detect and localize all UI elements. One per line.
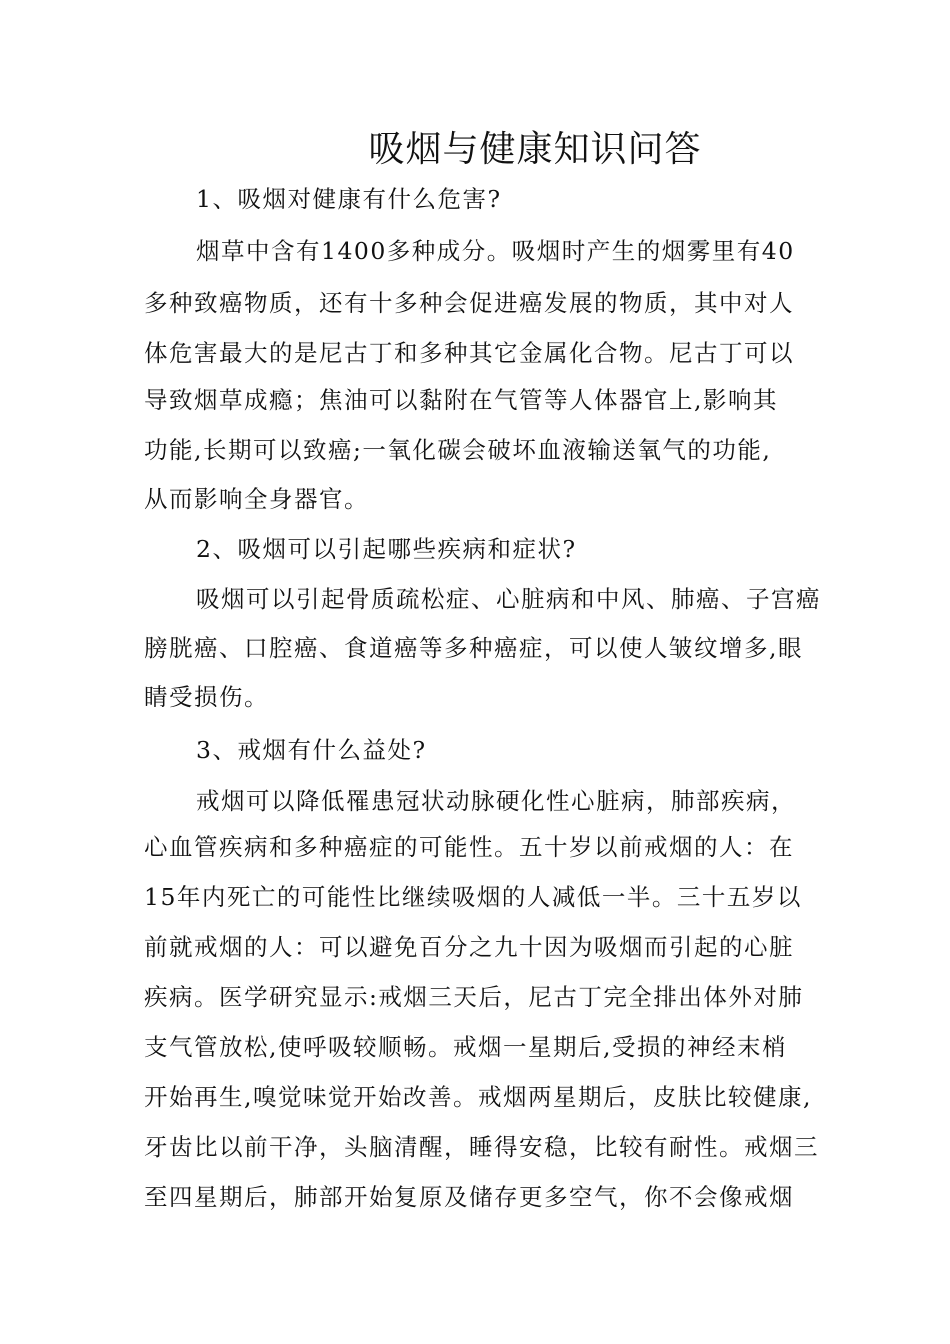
paragraph-line: 吸烟可以引起骨质疏松症、心脏病和中风、肺癌、子宫癌 bbox=[196, 585, 821, 613]
question-3-heading: 3、戒烟有什么益处? bbox=[196, 736, 427, 764]
paragraph-line: 膀胱癌、口腔癌、食道癌等多种癌症，可以使人皱纹增多,眼 bbox=[144, 634, 803, 662]
paragraph-line: 心血管疾病和多种癌症的可能性。五十岁以前戒烟的人：在 bbox=[144, 833, 794, 861]
paragraph-line: 睛受损伤。 bbox=[144, 683, 269, 711]
document-title: 吸烟与健康知识问答 bbox=[368, 129, 702, 170]
paragraph-line: 支气管放松,使呼吸较顺畅。戒烟一星期后,受损的神经末梢 bbox=[144, 1033, 787, 1061]
paragraph-line: 至四星期后，肺部开始复原及储存更多空气，你不会像戒烟 bbox=[144, 1183, 794, 1211]
paragraph-line: 疾病。医学研究显示:戒烟三天后，尼古丁完全排出体外对肺 bbox=[144, 983, 804, 1011]
paragraph-line: 牙齿比以前干净，头脑清醒，睡得安稳，比较有耐性。戒烟三 bbox=[144, 1133, 819, 1161]
paragraph-line: 体危害最大的是尼古丁和多种其它金属化合物。尼古丁可以 bbox=[144, 339, 794, 367]
question-1-heading: 1、吸烟对健康有什么危害? bbox=[196, 185, 502, 213]
paragraph-line: 戒烟可以降低罹患冠状动脉硬化性心脏病，肺部疾病， bbox=[196, 787, 796, 815]
paragraph-line: 导致烟草成瘾；焦油可以黏附在气管等人体器官上,影响其 bbox=[144, 386, 778, 414]
question-2-heading: 2、吸烟可以引起哪些疾病和症状? bbox=[196, 535, 577, 563]
paragraph-line: 从而影响全身器官。 bbox=[144, 485, 369, 513]
paragraph-line: 功能,长期可以致癌;一氧化碳会破坏血液输送氧气的功能, bbox=[144, 436, 772, 464]
paragraph-line: 多种致癌物质，还有十多种会促进癌发展的物质，其中对人 bbox=[144, 289, 794, 317]
paragraph-line: 15年内死亡的可能性比继续吸烟的人减低一半。三十五岁以 bbox=[144, 883, 802, 911]
paragraph-line: 前就戒烟的人：可以避免百分之九十因为吸烟而引起的心脏 bbox=[144, 933, 794, 961]
paragraph-line: 烟草中含有1400多种成分。吸烟时产生的烟雾里有40 bbox=[196, 237, 795, 265]
paragraph-line: 开始再生,嗅觉味觉开始改善。戒烟两星期后，皮肤比较健康, bbox=[144, 1083, 812, 1111]
